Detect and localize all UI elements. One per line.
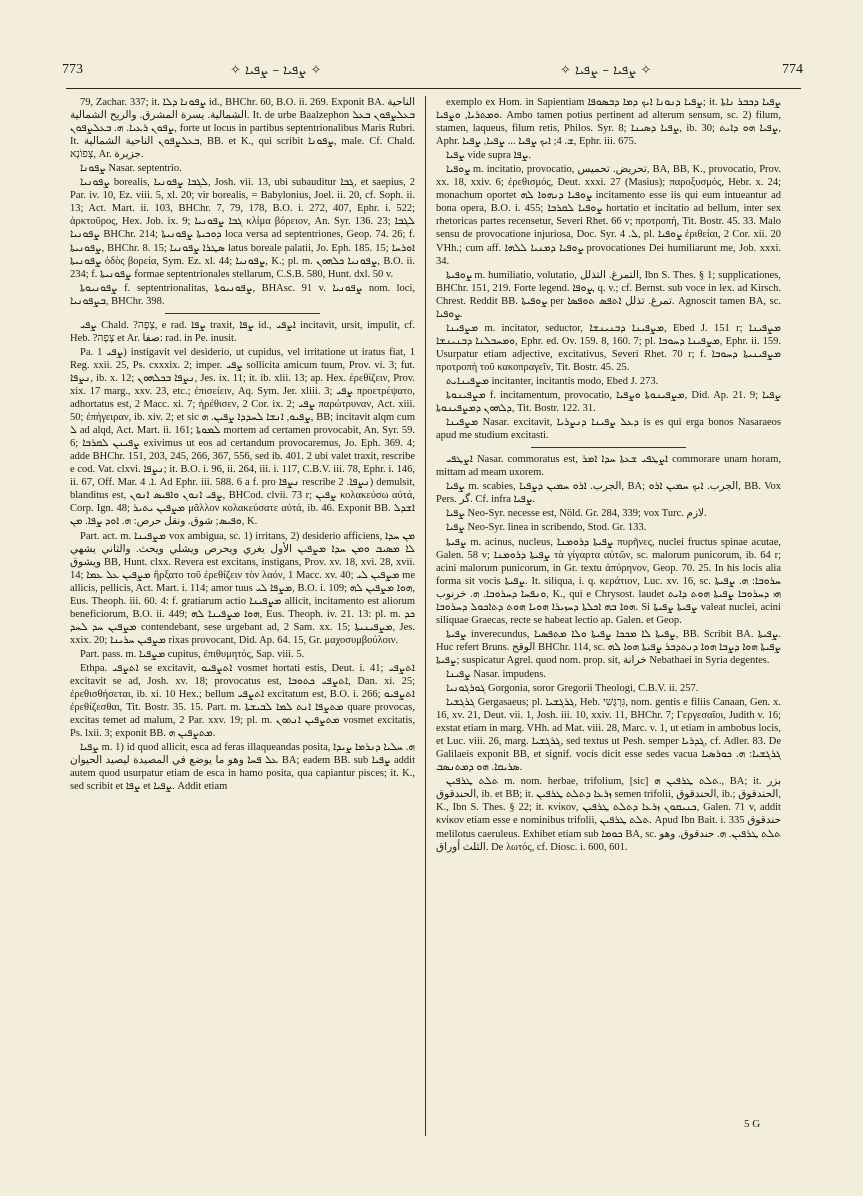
dictionary-entry: ܨܦܝܐ Neo-Syr. necesse est, Nöld. Gr. 284, 339; vox Turc. لازم. bbox=[446, 508, 707, 520]
dictionary-entry: ܬܠܬ ܛܪܦܝܢ m. nom. herbae, trifolium, [sic] ܬܠܬ ܛܪܦܝܢ ܗ., BA; it. بزر الحندقوق, ib. et BB; it. ܙܪܥܐ ܕܬܠܬ ܛܪܦܝܢ semen trifolii, الحندقوق, ib.; الحندقوق, K., Ibn S. Thes. § 22; it. κνίκον, ܟܢܝܩܘܢ ܙܪܥܐ ܕܬܠܬ ܛܪܦܝܢ, Galen. 71 v, addit κνίκον etiam esse e nominibus trifolii, ܬܠܬ ܛܪܦܝܢ. Apud Ibn Bait. i. 335 حندقوق melilotus caeruleus. Exhibet etiam sub ܟܘܡܐ BA, sc. ܬܠܬ ܛܪܦܝܢ. ܗ. حندقوق. وهو الثلث أوراق. De λωτός, cf. Diosc. i. 600, 601. bbox=[436, 776, 781, 853]
dictionary-entry: Pa. ܨܦܝ 1) instigavit vel desiderio, ut cupidus, vel irritatione ut iratus fiat, 1 Reg. xxii. 25, Ps. cxxxix. 2; imper. ܨܦܝ sollicita amicum tuum, Prov. vi. 3; fut. ܢܨܦܐ, ib. x. 12; ܢܨܦܐ ܒܟܠܗܘܢ, Jes. ix. 11; it. ib. xlii. 13; ap. Hex. ἐρεθίζειν, Prov. xix. 17 marg., xxv. 23, etc.; ἐπισείειν, Aq. Sym. Jer. xliii. 3; ܨܦܝ προετρέψατο, adhortatus est, 2 Macc. xi. 7; ἠρέθισεν, 2 Cor. ix. 2; ܨܦܝ παρώτρυναν, Act. xiii. 50; ἐπήγειραν, ib. xiv. 2; et sic ܨܦܝܘ, ܐܢܫܐ ܠܚܕܕܐ ܨܦܝܢ. ܗ, BB; incitavit alqm cum ܠ ad alqd, Act. Mart. ii. 161; ܠܡܘܬܐ mortem ad certamen provocabit, An. Syr. 59. 6; ܨܦܝܢܢ ܠܩܪܒܐ exivimus ut eos ad certandum provocaremus, Jo. Eph. 369. 4; adde BHChr. 151, 203, 245, 266, 367, 556, sed ib. 401. 2 ubi valet traxit, rescribe e cod. Vat. clxvi. ܢܨܦܐ; it. B.O. i. 96, ii. 264, iii. i. 117, C.B.V. iii. 78, Ephr. i. 146, ii. 67, Off. Mar. ܐ. 4. Ad Ephr. iii. 588. 6 a f. pro ܢܨܦܐ rescribe ܢܨܦܐ. 2) demulsit, blanditus est, ܨܦܝ ܐܢܘܢ ܘܐܦܝܣ ܐܢܘܢ, BHCod. clvii. 73 r; ܨܦܝܢ κολακεύσω αὐτά, Corp. Ign. 48; ܡܨܦܝܢ ܝܬܝܪ μᾶλλον κολακεύσατε αὐτά, ib. 46. Exponit BB. ܐܫܕܠ ܘܦܝܣ; شوق. ونقل حرص: ܗ. ܐܘܕ ܨܦܐ. ܡܢ, K. bbox=[70, 346, 415, 528]
dictionary-entry: ܡܨܦܝܢܐ Nasar. excitavit, ܕܥܠ ܨܦܝܢܐ ܕܢܨܪܝܐ is es qui erga bonos Nasaraeos apud me studium excitasti. bbox=[436, 417, 781, 442]
page-header bbox=[60, 60, 805, 84]
column-divider bbox=[425, 96, 426, 1136]
left-column bbox=[70, 96, 415, 1136]
dictionary-entry: ܡܨܦܝܢܐܝܬ incitanter, incitantis modo, Ebed J. 273. bbox=[446, 375, 659, 387]
dictionary-entry: ܨܦܝܐ m. scabies, الجرب. ܐܪܘ ܚܡܝܢ ܕܨܦܝܐ, BA; الجرب. ܐܝܟ ܚܡܝܢ ܐܪܘ, BB. Vox Pers. گر. Cf. infra ܨܦܝܐ. bbox=[436, 481, 781, 506]
section-separator bbox=[531, 447, 686, 448]
signature-mark: 5 G bbox=[744, 1118, 761, 1130]
dictionary-entry: Part. act. m. ܡܨܦܝܢܐ vox ambigua, sc. 1) irritans, 2) desiderio afficiens, ܡܢ ܚܕܐ ܠܐ ܡܣܝܒ ܘܡܢ ܚܕܐ ܡܨܦܝܢ الأول يغري ويحرص ويشلي ويحث. والثاني يشهي ويشوق BB, Hunt. clxx. Revera est excitans, instigans, Prov. xv. 18, xvi. 28, xvii. 14; ܡܨܦܝܢ ܥܠ ܥܡܐ ἤρξατο τοῦ ἐρεθίζειν τὸν λαόν, 1 Macc. xv. 40; ܡܨܦܝܢ ܠܝ me allicis, pellicis, Act. Mart. i. 114; amor tuus ܡܨܦܐ ܠܝ, B.O. i. 109; ܗܘܐ ܡܨܦܝܢ ܠܗ, Eus. Theoph. iii. 60. 4: f. gratiarum actio ܡܨܦܝܢܐ allicit, incitamento est aliorum beneficiorum, B.O. ii. 449; ܗܘܐ ܡܨܦܝܢܐ ܠܗ, Eus. Theoph. iv. 21. 13: pl. m. ܟܕ ܡܨܦܝܢ ܚܕ ܠܚܕ contendebant, sese urgebant ad, 2 Sam. xx. 15; ܡܨܦܝܢܝܬܐ, Jes. xxix. 20; ܡܨܦܝܢ ܚܪܝܢܐ rixas provocant, Did. Ap. 64. 15, Gr. μαχοσυμβούλοιν. bbox=[70, 530, 415, 646]
right-column bbox=[436, 96, 781, 1136]
dictionary-entry: ܨܦܘܢܝܐ borealis, ܠܓܒܐ ܨܦܘܢܝܐ, Josh. vii. 13, ubi subauditur ܓܒܐ, et saepius, 2 Par. iv. 10, Ez. viii. 5, xl. 20; vir borealis, = Babylonius, Joel. ii. 20, cf. Soph. ii. 13; Act. Mart. ii. 103, BHChr. 7, 79, 178, B.O. i. 272, 407, Ephr. i. 522; ἀρκτοῦρος, Hex. Job. ix. 9; ܓܒܐ ܨܦܘܢܝܐ κλίμα βόρειον, An. Syr. 136. 23; ܠܓܒܐ ܨܦܘܢܝܐ BHChr. 214; ܕܘܟܝܬܐ ܨܦܘܢܝܬܐ loca versa ad septentriones, Geop. 74. 26; f. ܨܦܘܢܝܬܐ, BHChr. 8. 15; ܣܛܪܐ ܨܦܘܢܝܐ latus boreale palatii, Jo. Eph. 185. 15; ܐܘܪܚܐ ܨܦܘܢܝܬܐ ὁδὸς βορεία, Sym. Ez. xl. 44; ܨܦܘܢܝܐ, K.; pl. m. ܨܦܘܢܝܐ ܟܠܗܘܢ, B.O. ii. 234; f. ܨܦܘܢܝܬܐ formae septentrionales stellarum, C.S.B. 580, Hunt. dxl. 50 v. bbox=[70, 177, 415, 280]
left-running-head: ✧ ܨܦܝܐ – ܨܦܝܐ ✧ bbox=[230, 63, 322, 78]
dictionary-entry: ܨܦܘܢܐ Nasar. septentrio. bbox=[80, 163, 182, 175]
section-separator bbox=[165, 313, 320, 314]
right-running-head: ✧ ܨܦܝܐ – ܨܦܝܐ ✧ bbox=[560, 63, 652, 78]
dictionary-entry: ܡܨܦܝܢܘܬܐ f. incitamentum, provocatio, ܡܨܦܝܢܘܬܐ ܘܨܦܝܐ, Did. Ap. 21. 9; ܨܦܝܐ ܕܠܗܘܢ ܕܡܨܦܝܢܘܬܐ, Tit. Bostr. 122. 31. bbox=[436, 390, 781, 415]
left-page-number: 773 bbox=[62, 62, 83, 77]
dictionary-entry: ܨܦܝ Chald. ?צְפָה, e rad. ܨܦܐ traxit, ܨܦܐ id., ܐܨܦܝ incitavit, ursit, impulit, cf. Heb. ?צָפָה et Ar. صفا: rad. in Pe. inusit. bbox=[70, 319, 415, 344]
dictionary-entry: ܨܦܝܬܐ m. acinus, nucleus, ܨܦܝܬܐ ܕܪܘܡܢܐ πυρῆνες, nuclei fructus spinae acutae, Galen. 58 v; ܨܦܝܬܐ ܕܪܘܡܢܐ τὰ γίγαρτα αὐτῶν, sc. malorum punicorum, ib. 64 r; acini malorum punicorum, in Gr. textu ἀπύρηνον, Geop. 70. 25. In his locis alia forma sit vocis ܨܦܝܬܐ. It. siliqua, i. q. κεράτιον, Luc. xv. 16, sc. ܚܪܘܒܐ: ܗ. ܨܦܝܬܐ ܘܢܦܚܐ ܕܚܪܘܒܐ. ܗ. خرنوب, K., qui e Chrysost. laudet ܗܝ ܕܚܪܘܒܐ ܨܦܝܬܐ ܗܘܬ ܕܐܝܬ ܗܘܐ ܒܗ ܐܟܠܬܐ ܕܚܙܝܪܐ ܗܘܝܐ ܗܘܬ ܕܬܐܟܘܠ ܕܚܪܘܒܐ. Si ܨܦܝܬܐ ܨܦܝܬܐ valeat nuclei, acini siliquae Graecas, recte se habeat lectio ap. Galen. et Geop. bbox=[436, 536, 781, 626]
dictionary-entry: ܡܨܦܝܢܐ m. incitator, seductor, ܡܨܦܝܢܐ ܕܒܢܝܢܫܐ, Ebed J. 151 r; ܡܨܦܝܢܐ ܘܡܚܒܠܢܐ ܕܒܢܝܢܫܐ, Ephr. ed. Ov. 159. 8, 160. 7; pl. ܡܨܦܝܢܐ ܕܚܘܒܐ, Ephr. ii. 159. Usurpatur etiam adjective, excitativus, Severi Rhet. 70 r; f. ܡܨܦܝܢܝܬܐ ܕܚܘܒܐ προτροπὴ τοῦ κακοπραγεῖν, Tit. Bostr. 45. 25. bbox=[436, 322, 781, 373]
dictionary-entry: ܨܘܦܝܐ m. incitatio, provocatio, تحريض. تحميس, BA, BB, K., provocatio, Prov. xx. 18, xxiv. 6; ἐρεθισμός, Deut. xxxi. 27 (Masius); παροξυσμός, Hebr. x. 24; monachum oportet ܨܘܦܝܐ ܕܢܗܘܐ ܠܗ incitamento esse iis qui eum intueantur ad bona opera, B.O. i. 455; ܨܘܦܝܐ ܠܩܪܒܐ hortatio et incitatio ad bellum, inter sex rhetoricas partes recensetur, Severi Rhet. 66 v; προτροπή, Tit. Bostr. 45. 33. Malo sensu de provocatione injuriosa, Doc. Syr. ܠ. 4, pl. ܨܘܦܝܐ ἐριθείαι, 2 Cor. xii. 20 VHh.; cum aff. ܨܘܦܝܐ ܕܡܢܝܐ ܠܠܗܐ provocationes Dei humiliarunt me, Job. xxxi. 34. bbox=[436, 164, 781, 267]
right-page-number: 774 bbox=[782, 62, 803, 77]
dictionary-entry: ܐܨܛܦܝ Nasar. commoratus est, ܐܨܛܦܝ ܫܥܬܐ ܚܕܐ ܐܡܪ commorare unam horam, mittam ad meam uxorem. bbox=[436, 454, 781, 479]
header-rule bbox=[66, 88, 801, 89]
dictionary-entry: ܓܪܓܫܝܐ Gergasaeus; pl. ܓܪܓܫܝܐ, Heb. גִּרְגָּשִׁי, nom. gentis e filiis Canaan, Gen. x. 16, xv. 21, Deut. vii. 1, Josh. iii. 10, xxiv. 11, BHChr. 7; Γεργεσαῖοι, Judith v. 16; exstat etiam in marg. VHh. ad Mat. viii. 28, Marc. v. 1, ut etiam in ambobus locis, et Luc. viii. 26, marg. ܓܪܓܫܝܐ, sed textus ut Pesh. semper ܓܕܪܝܐ, cf. Adler. 83. De Galilaeis exponit BB, et signif. vocis dicit esse sedes vacua ܓܪܓܫܝܐ: ܗ. ܟܘܪܣܝܐ ܣܪܝܩܐ. ܗܘ ܕܡܬܢܣܒ. bbox=[436, 697, 781, 774]
dictionary-entry: Ethpa. ܐܬܨܦܝ se excitavit, ܐܬܨܦܝܘ vosmet hortati estis, Deut. i. 41; ܐܬܨܦܝ excitavit se ad, Josh. xv. 18; provocatus est, ܐܬܨܦܝ ܟܬܘܒܐ, Dan. xi. 25; ἐρεθισθήσεται, ib. xi. 10 Hex.; bellum ܐܬܨܦܝ excitatum est, B.O. i. 266; ܐܬܨܦܝܘ ἐρεθίζεσθαι, Tit. Bostr. 35. 15. Part. m. ܡܬܨܦܐ ܐܢܬ ܠܡܐ ܠܒܝܫܬܐ quare provocas, excitas temet ad malum, 2 Par. xxv. 19; pl. m. ܡܬܨܦܝܢ ܐܢܬܘܢ vosmet excitatis, Ps. lxii. 3; exponit BB. ܡܬܨܦܝܢ ܗ. bbox=[70, 662, 415, 740]
dictionary-entry: ܨܦܝܐ vide supra ܨܦܐ. bbox=[446, 150, 531, 162]
dictionary-entry: ܓܘܪܓܘܢܝܐ Gorgonia, soror Gregorii Theologi, C.B.V. ii. 257. bbox=[446, 683, 699, 695]
dictionary-entry: ܨܦܝܐ m. 1) id quod allicit, esca ad feras illaqueandas posita, ܗ. ܚܠܝܐ ܕܢܪܡܐ ܨܝܕܐ ܥܠ ܦܚܐ وهو ما يوضع في المصيدة ليصيد الحيوان BA; eadem BB. sub ܨܦܝܐ addit autem quod usurpatur etiam de esca in hamo posita, qua capiantur pisces; it. K., sed scribit et ܨܦܐ et ܨܦܝܐ. Addit etiam bbox=[70, 742, 415, 793]
dictionary-entry: Part. pass. m. ܡܨܦܝܐ cupitus, ἐπιθυμητός, Sap. viii. 5. bbox=[80, 648, 305, 660]
dictionary-entry: 79, Zachar. 337; it. ܨܦܘܢܐ ܕܠܐ id., BHChr. 60, B.O. ii. 269. Exponit BA. الناحية الشمالية. يسرة المشرق. والريح الشمالية. It. de urbe Baalzephon ܒܥܠܨܦܘܢ ܒܥܠ ܨܦܘܢ ܪܥܝܐ. ܗ. ܒܥܠܨܦܘܢ, forte ut locus in partibus septentrionalibus Maris Rubri. It. ܒܥܠܨܦܘܢ الناحية الشمالية, BB. et K., qui scribit ܨܦܘܢܐ, male. Cf. Chald. צְפוֹנָא, Ar. جزيرة. bbox=[70, 97, 415, 161]
dictionary-entry: ܨܦܝܬܐ inverecundus, ܨܦܝܬܐ ܠܐ ܡܟܟܐ ܨܦܝܬܐ ܘܠܐ ܡܬܦܣܝܐ, BB. Scribit BA. ܨܦܝܬܐ. Huc refert Bruns. الوقح BHChr. 114, sc. ܨܦܝܬܐ ܗܘܐ ܕܨܒܐ ܗܘܐ ܕܢܬܕܒܪ ܨܦܝܬܐ ܗܘܐ ܠܗ ܨܦܝܬܐ; suspicatur Agrel. quod nom. prop. sit, خرانة Nebathaei in Syria degentes. bbox=[436, 628, 781, 666]
dictionary-entry: ܨܦܝܐ Neo-Syr. linea in scribendo, Stod. Gr. 133. bbox=[446, 522, 647, 534]
dictionary-entry: ܨܘܦܝܬܐ m. humiliatio, volutatio, التمرغ. التذلل, Ibn S. Thes. § 1; supplicationes, BHChr. 151, 219. Forte legend. ܨܘܦܐ, q. v.; cf. Bernst. sub voce in lex. ad Kirsch. Chrest. Reddit BB. ܨܘܦܝܬܐ per تمرغ. تذلل ܐܬܦܣ ܬܘܦܣܐ. Agnoscit tamen BA, sc. ܨܘܦܝܐ. bbox=[436, 269, 781, 320]
dictionary-entry: exemplo ex Hom. in Sapientiam ܨܦܝܐ ܕܢܘܢܐ ܐܝܟ ܕܡܐ ܕܒܣܘܦܐ; it. ܨܦܝܐ ܕܟܒܪ ܢܐܬܐ ܘܡܬܪܝܐ, ܘܨܦܝܐ. Ambo tamen potius pertinent ad alterum sensum, sc. 2) filum, stamen, laqueus, filum retis, Philos. Syr. 8; ܨܦܝܐ ܕܣܝܢܐ, ib. 30; ܨܦܝܐ ܗܘ ܕܐܝܬ, Aphr. ܫ. 4; ܐܝܟ ܨܦܝܐ ... ܨܦܝܐ, ܨܦܝܐ, Ephr. iii. 675. bbox=[436, 97, 781, 148]
dictionary-entry: ܨܦܘܢܝܘܬܐ f. septentrionalitas, ܨܦܘܢܝܘܬܐ, BHAsc. 91 v. ܨܦܘܢܝܐ nom. loci, ܒܨܦܘܢܝܐ, BHChr. 398. bbox=[70, 282, 415, 307]
dictionary-entry: ܨܦܝܢܐ Nasar. impudens. bbox=[446, 668, 546, 680]
